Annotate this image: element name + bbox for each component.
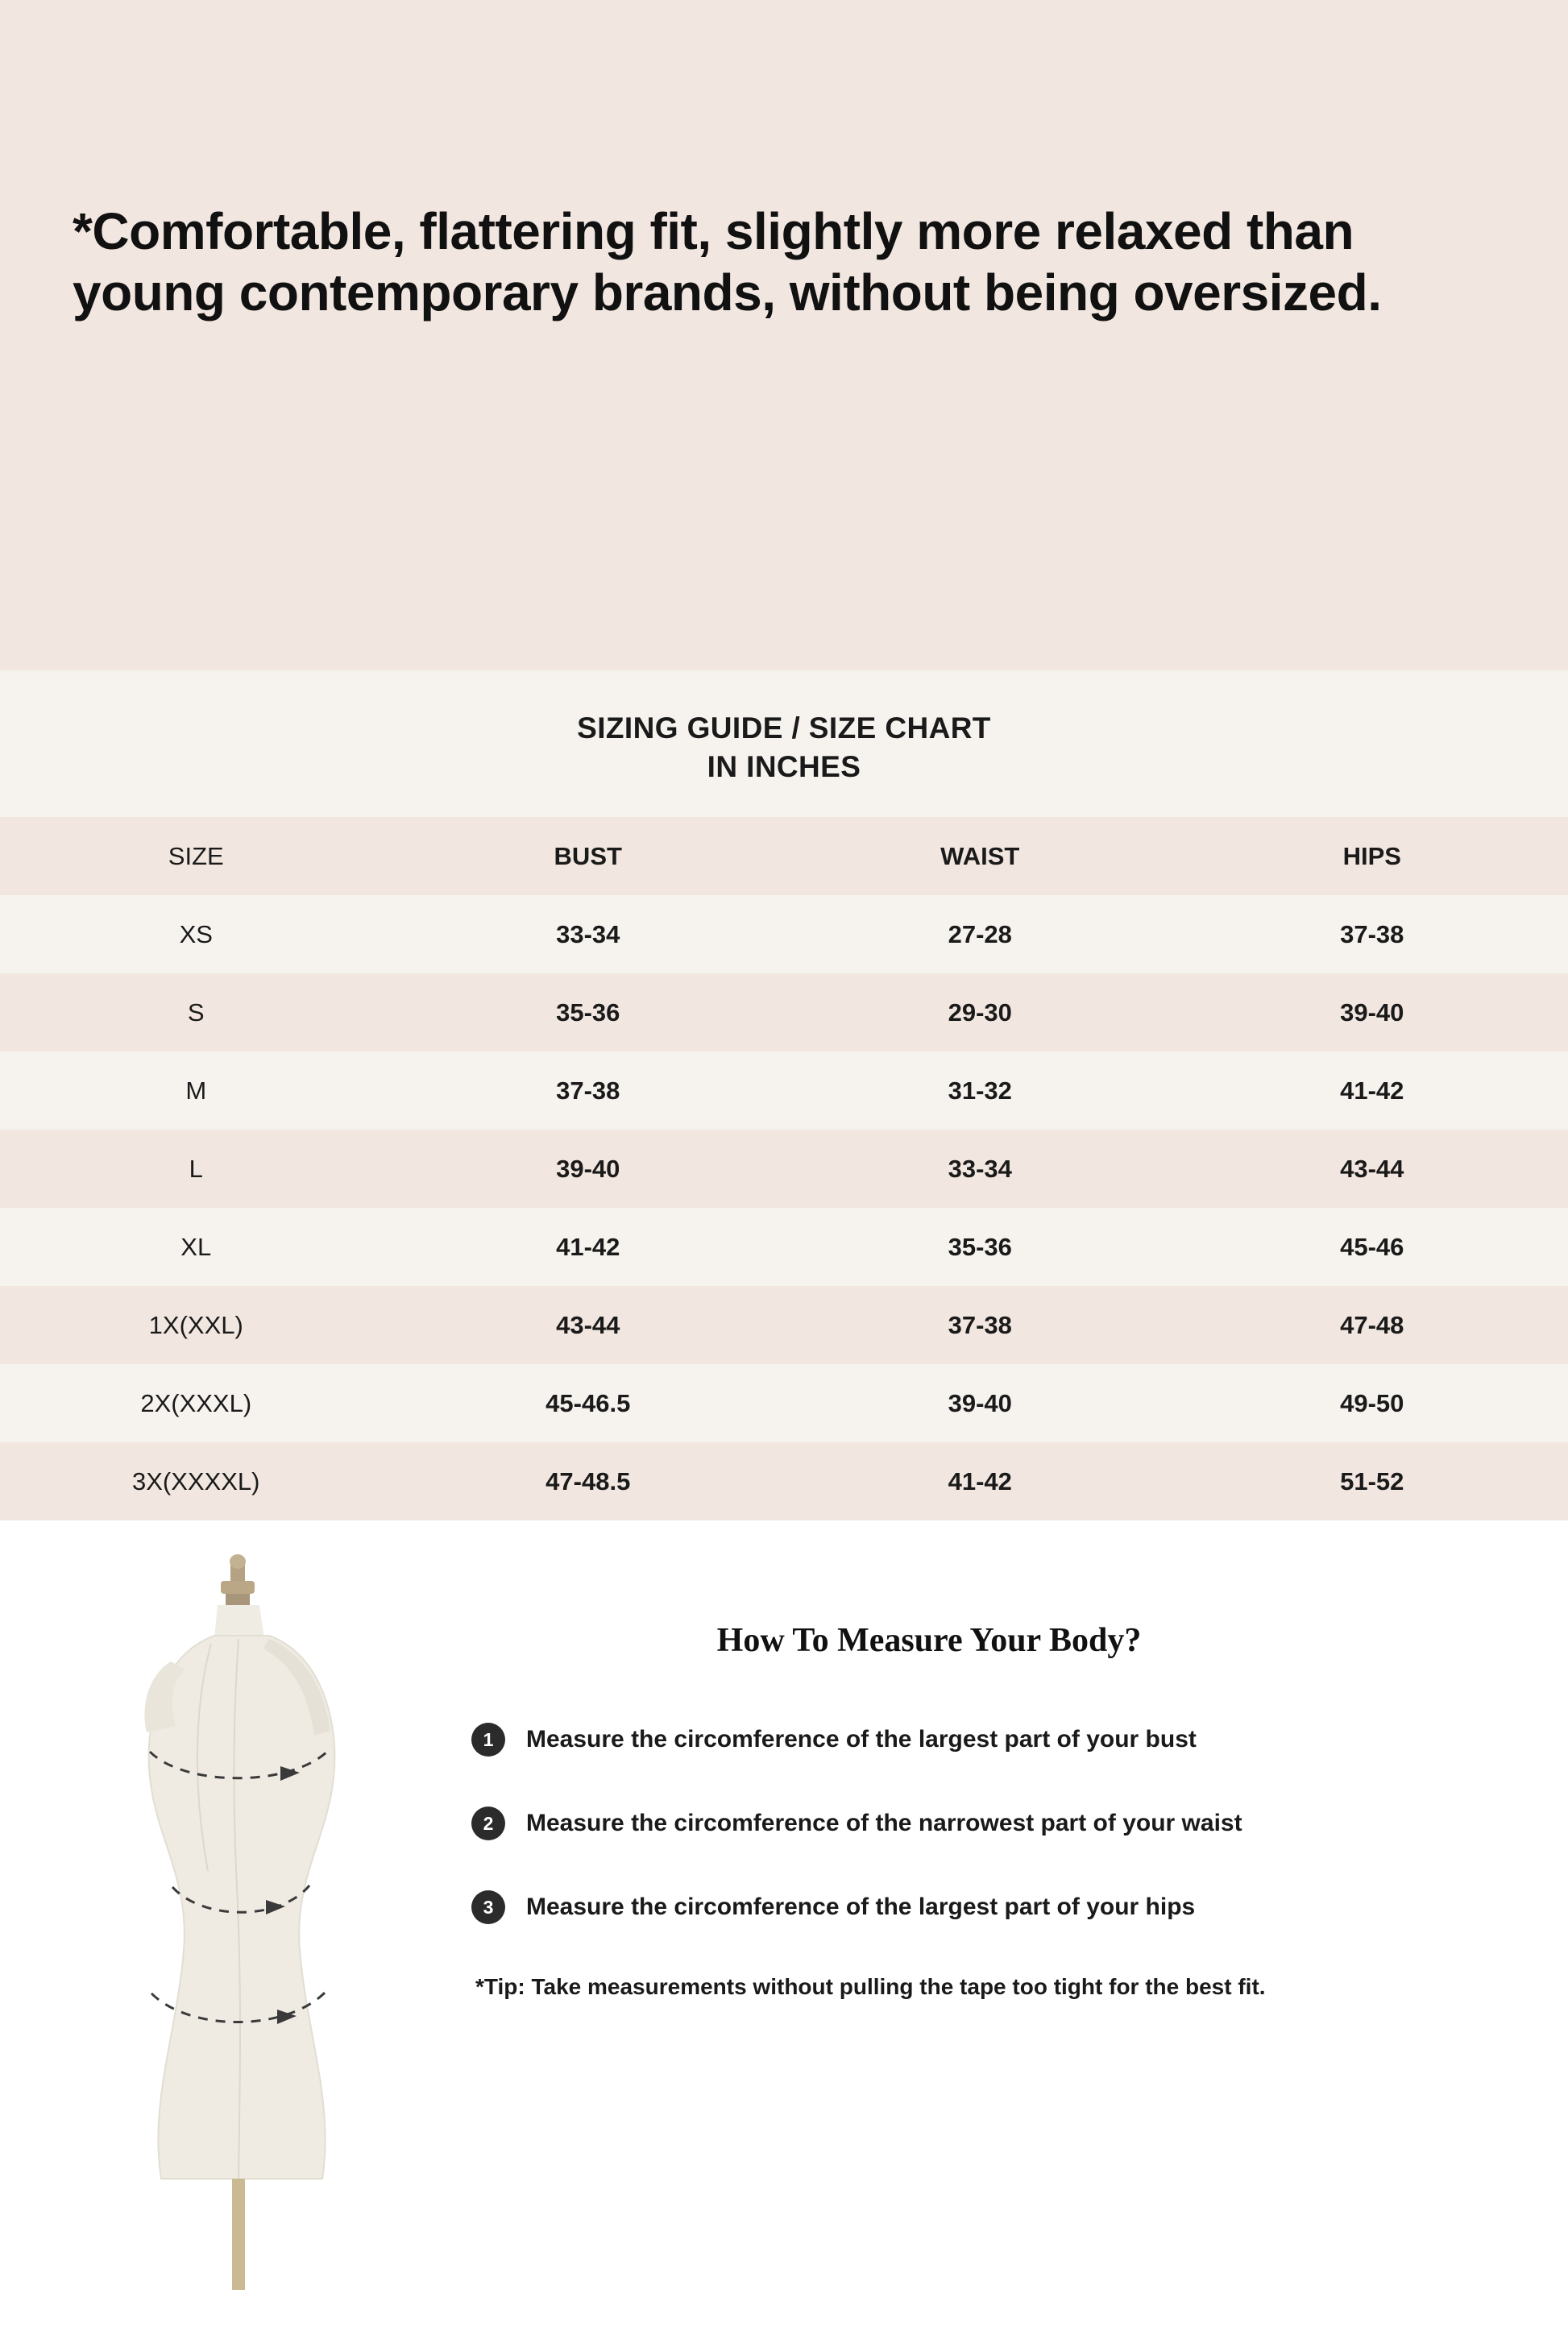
cell-waist: 37-38 [948, 1310, 1012, 1339]
intro-banner [0, 0, 1568, 670]
cell-waist: 39-40 [948, 1388, 1012, 1417]
step-text: Measure the circomference of the largest part of your bust [526, 1726, 1197, 1753]
cell-waist: 33-34 [948, 1154, 1012, 1183]
cell-bust: 47-48.5 [545, 1466, 631, 1495]
cell-bust: 39-40 [556, 1154, 620, 1183]
cell-hips: 51-52 [1340, 1466, 1404, 1495]
cell-bust: 43-44 [556, 1310, 620, 1339]
size-chart-title-line2: IN INCHES [707, 750, 861, 784]
cell-hips: 37-38 [1340, 919, 1404, 948]
step-number-badge: 3 [471, 1890, 505, 1924]
column-header-bust: BUST [554, 841, 622, 870]
cell-waist: 29-30 [948, 998, 1012, 1027]
table-row [0, 1364, 1568, 1442]
table-row [0, 895, 1568, 973]
measure-step-item [471, 1890, 1568, 1924]
column-header-size: SIZE [168, 841, 224, 870]
cell-bust: 45-46.5 [545, 1388, 631, 1417]
table-row [0, 1052, 1568, 1130]
cell-hips: 45-46 [1340, 1232, 1404, 1261]
size-chart-table [0, 817, 1568, 1520]
table-row [0, 1286, 1568, 1364]
cell-hips: 43-44 [1340, 1154, 1404, 1183]
cell-size: 3X(XXXXL) [131, 1466, 260, 1495]
cell-bust: 37-38 [556, 1076, 620, 1105]
cell-hips: 47-48 [1340, 1310, 1404, 1339]
measure-step-item [471, 1723, 1568, 1757]
cell-hips: 41-42 [1340, 1076, 1404, 1105]
column-header-hips: HIPS [1342, 841, 1401, 870]
step-text: Measure the circomference of the largest part of your hips [526, 1894, 1196, 1921]
mannequin-stand [232, 2179, 245, 2290]
cell-size: 1X(XXL) [148, 1310, 243, 1339]
cell-bust: 41-42 [556, 1232, 620, 1261]
size-chart-section [0, 670, 1568, 1520]
step-number-badge: 2 [471, 1807, 505, 1840]
measure-step-item [471, 1807, 1568, 1840]
table-row [0, 1442, 1568, 1520]
cell-waist: 31-32 [948, 1076, 1012, 1105]
mannequin-finial-icon [221, 1554, 255, 1605]
cell-bust: 35-36 [556, 998, 620, 1027]
how-to-measure-title: How To Measure Your Body? [716, 1622, 1142, 1660]
intro-text: *Comfortable, flattering fit, slightly more relaxed than young contemporary brands, without being oversized. [73, 202, 1382, 321]
table-row [0, 1130, 1568, 1208]
cell-waist: 35-36 [948, 1232, 1012, 1261]
measure-tip: *Tip: Take measurements without pulling the tape too tight for the best fit. [475, 1974, 1266, 2000]
how-to-measure-section [0, 1549, 1568, 2322]
cell-size: M [185, 1076, 207, 1105]
table-row [0, 973, 1568, 1052]
mannequin-illustration [73, 1549, 411, 2290]
cell-waist: 27-28 [948, 919, 1012, 948]
cell-hips: 39-40 [1340, 998, 1404, 1027]
table-row [0, 1208, 1568, 1286]
step-number-badge: 1 [471, 1723, 505, 1757]
cell-waist: 41-42 [948, 1466, 1012, 1495]
column-header-waist: WAIST [940, 841, 1020, 870]
cell-size: L [189, 1154, 203, 1183]
size-chart-title-line1: SIZING GUIDE / SIZE CHART [577, 711, 991, 745]
cell-size: XS [179, 919, 213, 948]
table-header-row [0, 817, 1568, 895]
cell-hips: 49-50 [1340, 1388, 1404, 1417]
cell-size: S [187, 998, 205, 1027]
cell-bust: 33-34 [556, 919, 620, 948]
step-text: Measure the circomference of the narrowest part of your waist [526, 1810, 1242, 1837]
size-chart-title [0, 709, 1568, 786]
cell-size: 2X(XXXL) [140, 1388, 252, 1417]
cell-size: XL [180, 1232, 212, 1261]
